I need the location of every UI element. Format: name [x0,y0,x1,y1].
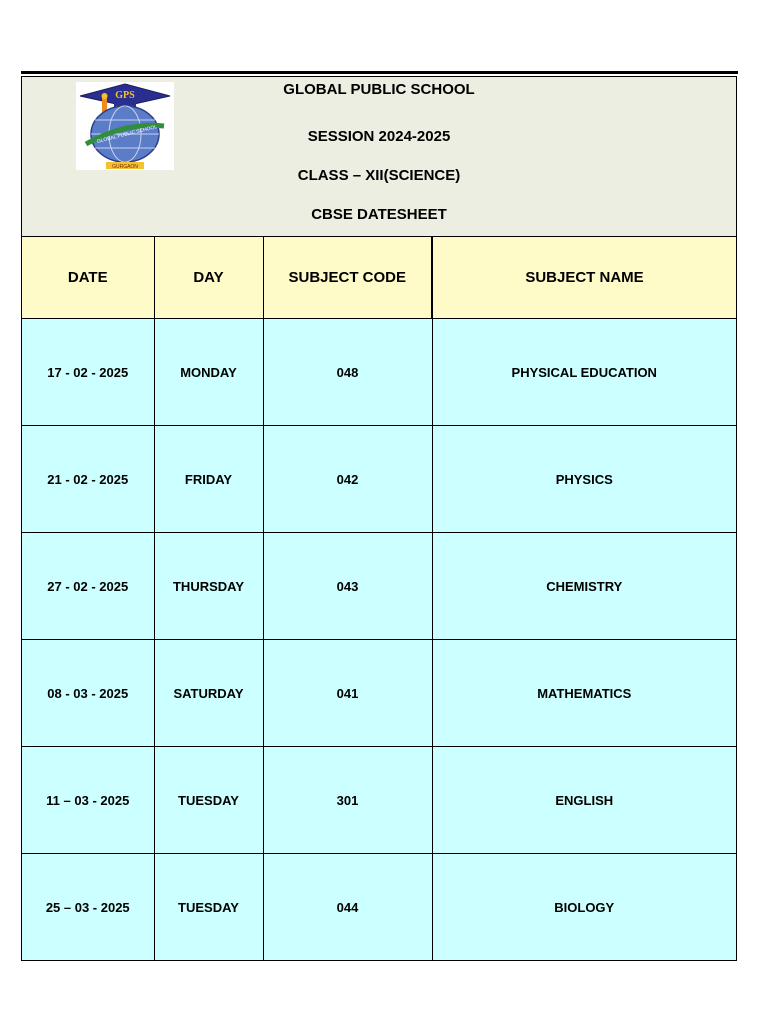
day-cell: MONDAY [154,319,263,426]
subject-code-cell: 044 [263,854,432,961]
session-title: SESSION 2024-2025 [307,128,451,145]
datesheet [21,76,737,961]
table-row [22,854,736,961]
subject-name-cell: PHYSICAL EDUCATION [432,319,736,426]
table-row [22,747,736,854]
date-cell: 21 - 02 - 2025 [22,426,154,533]
table-row [22,319,736,426]
date-cell: 27 - 02 - 2025 [22,533,154,640]
subject-name-cell: CHEMISTRY [432,533,736,640]
subject-name-cell: ENGLISH [432,747,736,854]
table-header-row [22,237,736,319]
table-row [22,640,736,747]
subject-name-cell: BIOLOGY [432,854,736,961]
date-cell: 08 - 03 - 2025 [22,640,154,747]
date-cell: 25 – 03 - 2025 [22,854,154,961]
table-row [22,426,736,533]
date-cell: 11 – 03 - 2025 [22,747,154,854]
subject-code-cell: 041 [263,640,432,747]
top-rule [21,71,738,74]
subject-name-cell: MATHEMATICS [432,640,736,747]
column-header-subject-code: SUBJECT CODE [263,237,432,319]
subject-code-cell: 301 [263,747,432,854]
exam-table [22,237,736,960]
svg-text:GPS: GPS [115,90,135,101]
subject-code-cell: 042 [263,426,432,533]
subject-code-cell: 043 [263,533,432,640]
day-cell: TUESDAY [154,854,263,961]
subject-name-cell: PHYSICS [432,426,736,533]
class-title: CLASS – XII(SCIENCE) [297,167,461,184]
subject-code-cell: 048 [263,319,432,426]
school-name: GLOBAL PUBLIC SCHOOL [283,81,475,98]
table-row [22,533,736,640]
svg-text:GLOBAL PUBLIC SCHOOL: GLOBAL PUBLIC SCHOOL [96,124,158,145]
day-cell: SATURDAY [154,640,263,747]
column-header-date: DATE [22,237,154,319]
school-header [22,77,736,237]
datesheet-title: CBSE DATESHEET [311,206,447,223]
column-header-day: DAY [154,237,263,319]
day-cell: TUESDAY [154,747,263,854]
column-header-subject-name: SUBJECT NAME [432,237,736,319]
day-cell: FRIDAY [154,426,263,533]
svg-text:GURGAON: GURGAON [112,164,138,170]
date-cell: 17 - 02 - 2025 [22,319,154,426]
day-cell: THURSDAY [154,533,263,640]
